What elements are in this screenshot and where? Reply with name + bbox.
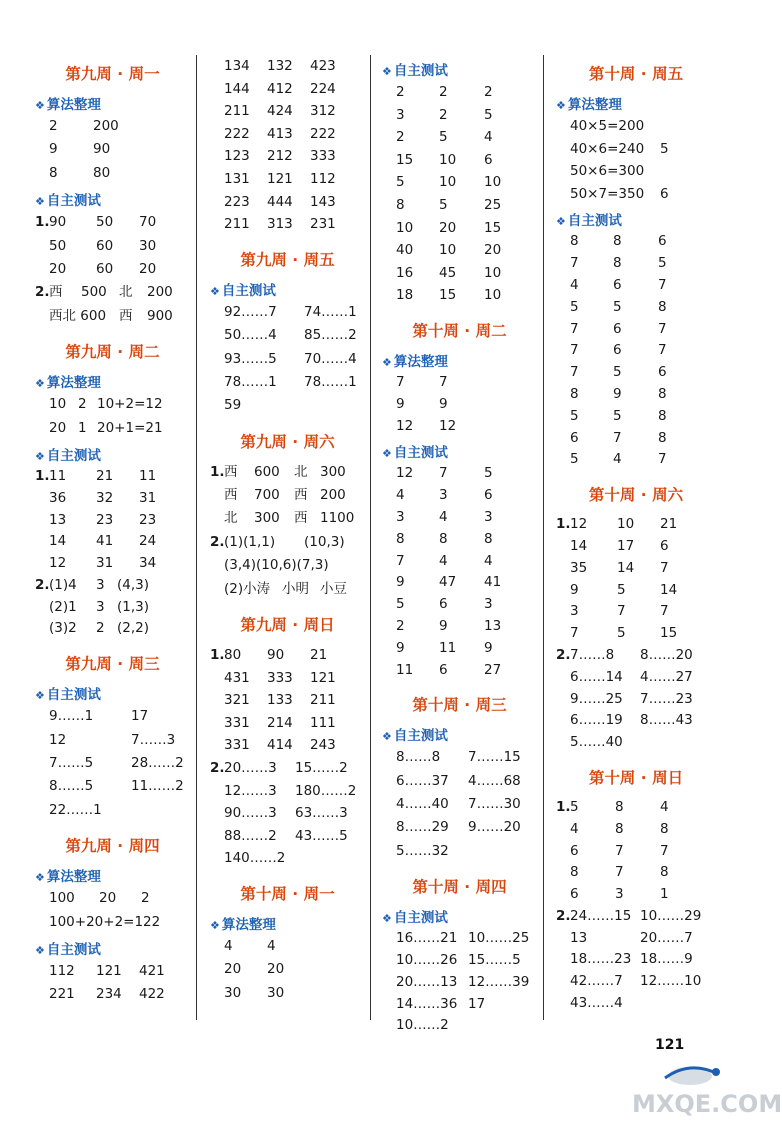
column-divider <box>543 55 544 1020</box>
answer-row: 40×5=200 <box>570 118 645 134</box>
answer-row: 92……7 74……1 <box>224 303 357 320</box>
answer-row: 5 5 8 <box>570 298 667 315</box>
subheading: ❖ 自主测试 <box>35 193 101 210</box>
answer-row: 93……5 70……4 <box>224 350 357 367</box>
answer-row: 9……1 17 <box>49 708 149 725</box>
subheading: ❖ 算法整理 <box>35 97 101 113</box>
answer-row: 4……40 7……30 <box>396 796 521 813</box>
diamond-icon: ❖ <box>35 871 45 885</box>
answer-row: 13 20……7 <box>570 929 693 946</box>
answer-row: 2. (1)(1,1) (10,3) <box>210 533 345 550</box>
answer-row: 16 45 10 <box>396 264 502 281</box>
answer-row: 9 5 14 <box>570 581 678 598</box>
column-divider <box>370 55 371 1020</box>
answer-row: 20 20 <box>224 961 285 978</box>
answer-row: 11 6 27 <box>396 661 502 678</box>
answer-row: 8……5 11……2 <box>49 778 184 795</box>
answer-row: 78……1 78……1 <box>224 373 357 390</box>
diamond-icon: ❖ <box>35 377 45 391</box>
answer-row: 12……3 180……2 <box>224 782 357 799</box>
answer-row: 8……29 9……20 <box>396 819 521 836</box>
answer-row: 4 6 7 <box>570 276 667 293</box>
section-title: 第十周 · 周四 <box>412 878 507 897</box>
answer-row: (2)小涛 小明 小豆 <box>224 580 347 597</box>
answer-row: 8 7 8 <box>570 864 669 881</box>
answer-row: 331 214 111 <box>224 714 336 731</box>
answer-row: 1. 11 21 11 <box>35 467 157 484</box>
answer-row: 40 10 20 <box>396 242 502 259</box>
section-title: 第九周 · 周五 <box>240 250 335 269</box>
answer-row: 14 41 24 <box>49 533 157 550</box>
answer-row: 2 2 2 <box>396 84 493 100</box>
answer-row: 6 3 1 <box>570 886 669 903</box>
answer-row: 100 20 2 <box>49 890 150 907</box>
answer-row: 2. 西 500 北 200 <box>35 284 173 301</box>
answer-row: 1. 90 50 70 <box>35 214 157 231</box>
answer-row: 14……36 17 <box>396 995 486 1012</box>
answer-row: 4 3 6 <box>396 487 493 504</box>
answer-row: 88……2 43……5 <box>224 827 348 844</box>
subheading: ❖ 自主测试 <box>382 728 448 745</box>
answer-row: 22……1 <box>49 801 102 818</box>
answer-row: 140……2 <box>224 850 286 867</box>
diamond-icon: ❖ <box>556 99 566 112</box>
answer-row: 15 10 6 <box>396 151 493 168</box>
answer-row: 42……7 12……10 <box>570 973 702 990</box>
answer-row: 8……8 7……15 <box>396 749 521 766</box>
answer-row: 10 20 15 <box>396 219 502 236</box>
answer-row: 321 133 211 <box>224 692 336 709</box>
answer-row: 211 424 312 <box>224 103 336 120</box>
page-number: 121 <box>655 1037 685 1053</box>
answer-row: 3 2 5 <box>396 106 493 123</box>
section-title: 第十周 · 周三 <box>412 696 507 715</box>
answer-row: 1. 12 10 21 <box>556 516 678 533</box>
answer-row: 2 5 4 <box>396 129 493 146</box>
answer-row: 10……2 <box>396 1017 449 1034</box>
diamond-icon: ❖ <box>35 449 45 463</box>
answer-row: 6 7 8 <box>570 429 667 446</box>
answer-row: 112 121 421 <box>49 963 165 980</box>
answer-row: 2. 7……8 8……20 <box>556 646 693 663</box>
diamond-icon: ❖ <box>382 912 392 926</box>
answer-row: 5 10 10 <box>396 174 502 191</box>
answer-row: 西北 600 西 900 <box>49 307 173 324</box>
answer-row: 8 5 25 <box>396 196 502 213</box>
diamond-icon: ❖ <box>382 65 392 78</box>
answer-row: 14 17 6 <box>570 537 669 554</box>
answer-row: 5 4 7 <box>570 451 667 468</box>
answer-row: 3 4 3 <box>396 508 493 525</box>
section-title: 第十周 · 周六 <box>588 486 684 505</box>
answer-row: 12 7 5 <box>396 465 493 482</box>
answer-row: 131 121 112 <box>224 170 336 187</box>
answer-row: 6 7 7 <box>570 842 669 859</box>
answer-row: 9……25 7……23 <box>570 690 693 707</box>
answer-row: 18 15 10 <box>396 287 502 304</box>
answer-row: 13 23 23 <box>49 511 157 528</box>
section-title: 第九周 · 周一 <box>65 65 160 83</box>
answer-row: 12 12 <box>396 417 457 434</box>
subheading: ❖ 自主测试 <box>35 942 101 959</box>
answer-row: 30 30 <box>224 984 285 1001</box>
answer-row: 7 5 6 <box>570 364 667 381</box>
diamond-icon: ❖ <box>35 99 45 112</box>
section-title: 第十周 · 周二 <box>412 321 507 340</box>
column-4 <box>556 50 716 1025</box>
answer-row: 5 5 8 <box>570 407 667 424</box>
answer-row: 8 8 6 <box>570 233 667 250</box>
answer-row: 12 31 34 <box>49 555 157 572</box>
answer-row: 16……21 10……25 <box>396 930 530 947</box>
subheading: ❖ 算法整理 <box>210 916 276 933</box>
answer-row: 7……5 28……2 <box>49 755 184 772</box>
answer-row: 7 6 7 <box>570 320 667 337</box>
answer-row: 331 414 243 <box>224 737 336 754</box>
answer-row: 10 2 10+2=12 <box>49 396 163 413</box>
section-title: 第九周 · 周四 <box>65 837 160 856</box>
answer-row: 20 1 20+1=21 <box>49 419 163 436</box>
answer-row: 12 7……3 <box>49 731 176 748</box>
answer-row: 3 7 7 <box>570 603 669 620</box>
answer-row: 134 132 423 <box>224 58 336 74</box>
subheading: ❖ 算法整理 <box>382 353 448 370</box>
section-title: 第九周 · 周三 <box>65 655 160 674</box>
answer-row: 6……14 4……27 <box>570 668 693 685</box>
diamond-icon: ❖ <box>210 284 220 298</box>
answer-row: 50 60 30 <box>49 237 157 254</box>
subheading: ❖ 算法整理 <box>35 869 101 886</box>
answer-row: (2)1 3 (1,3) <box>49 598 150 615</box>
answer-row: 20……13 12……39 <box>396 973 530 990</box>
column-3 <box>382 50 537 1034</box>
answer-row: 9 11 9 <box>396 639 493 656</box>
diamond-icon: ❖ <box>382 730 392 744</box>
subheading: ❖ 算法整理 <box>35 375 101 392</box>
answer-row: 9 90 <box>49 141 111 158</box>
answer-row: 8 80 <box>49 164 111 181</box>
answer-row: 20 60 20 <box>49 260 157 277</box>
subheading: ❖ 自主测试 <box>382 63 448 79</box>
answer-row: 2. 20……3 15……2 <box>210 760 348 777</box>
answer-row: 6……19 8……43 <box>570 712 693 729</box>
watermark-text: MXQE.COM <box>632 1090 782 1118</box>
answer-row: 1. 西 600 北 300 <box>210 463 346 480</box>
answer-row: 431 333 121 <box>224 669 336 686</box>
answer-row: 7 4 4 <box>396 552 493 569</box>
diamond-icon: ❖ <box>210 918 220 932</box>
answer-row: 5……32 <box>396 842 449 859</box>
answer-row: 2. 24……15 10……29 <box>556 907 702 924</box>
answer-row: 10……26 15……5 <box>396 952 521 969</box>
answer-row: 59 <box>224 397 242 414</box>
answer-row: 35 14 7 <box>570 559 669 576</box>
answer-row: 北 300 西 1100 <box>224 510 355 527</box>
answer-row: 6……37 4……68 <box>396 772 521 789</box>
diamond-icon: ❖ <box>35 944 45 958</box>
column-1 <box>35 50 190 1025</box>
answer-row: 223 444 143 <box>224 193 336 210</box>
answer-row: (3,4)(10,6)(7,3) <box>224 557 329 574</box>
section-title: 第九周 · 周日 <box>240 616 335 635</box>
section-title: 第十周 · 周日 <box>588 768 684 787</box>
answer-row: 211 313 231 <box>224 216 336 233</box>
answer-row: 100+20+2=122 <box>49 913 161 930</box>
section-title: 第九周 · 周六 <box>240 432 335 451</box>
answer-row: 18……23 18……9 <box>570 951 693 968</box>
answer-row: 8 9 8 <box>570 385 667 402</box>
diamond-icon: ❖ <box>35 195 45 209</box>
answer-row: 50×7=350 6 <box>570 185 669 202</box>
answer-row: (3)2 2 (2,2) <box>49 620 150 637</box>
answer-row: 50×6=300 <box>570 163 645 180</box>
answer-row: 7 5 15 <box>570 625 678 642</box>
answer-row: 50……4 85……2 <box>224 327 357 344</box>
answer-row: 4 8 8 <box>570 820 669 837</box>
section-title: 第十周 · 周一 <box>240 884 335 903</box>
column-2 <box>210 50 365 1025</box>
answer-row: 4 4 <box>224 937 276 954</box>
answer-row: 5 6 3 <box>396 596 493 613</box>
answer-row: 1. 80 90 21 <box>210 647 328 664</box>
section-title: 第九周 · 周二 <box>65 343 160 362</box>
answer-row: 144 412 224 <box>224 80 336 97</box>
subheading: ❖ 自主测试 <box>382 445 448 462</box>
answer-row: 36 32 31 <box>49 489 157 506</box>
answer-row: 1. 5 8 4 <box>556 798 669 815</box>
answer-row: 90……3 63……3 <box>224 805 348 822</box>
answer-row: 7 7 <box>396 373 448 390</box>
answer-row: 9 47 41 <box>396 574 502 591</box>
answer-row: 西 700 西 200 <box>224 487 346 504</box>
answer-row: 9 9 <box>396 395 448 412</box>
answer-row: 2. (1)4 3 (4,3) <box>35 576 150 593</box>
answer-row: 5……40 <box>570 734 623 751</box>
diamond-icon: ❖ <box>382 447 392 461</box>
answer-row: 7 6 7 <box>570 342 667 359</box>
answer-row: 43……4 <box>570 995 623 1012</box>
answer-row: 2 200 <box>49 118 119 134</box>
subheading: ❖ 算法整理 <box>556 97 622 113</box>
subheading: ❖ 自主测试 <box>35 687 101 704</box>
answer-row: 2 9 13 <box>396 617 502 634</box>
answer-row: 7 8 5 <box>570 255 667 272</box>
subheading: ❖ 自主测试 <box>35 447 101 464</box>
diamond-icon: ❖ <box>35 689 45 703</box>
answer-row: 123 212 333 <box>224 148 336 165</box>
diamond-icon: ❖ <box>382 355 392 369</box>
section-title: 第十周 · 周五 <box>588 65 684 83</box>
subheading: ❖ 自主测试 <box>556 213 622 230</box>
subheading: ❖ 自主测试 <box>210 282 276 299</box>
subheading: ❖ 自主测试 <box>382 910 448 927</box>
diamond-icon: ❖ <box>556 215 566 229</box>
column-divider <box>196 55 197 1020</box>
answer-row: 8 8 8 <box>396 530 493 547</box>
answer-row: 40×6=240 5 <box>570 140 669 157</box>
answer-row: 222 413 222 <box>224 125 336 142</box>
answer-row: 221 234 422 <box>49 986 165 1003</box>
